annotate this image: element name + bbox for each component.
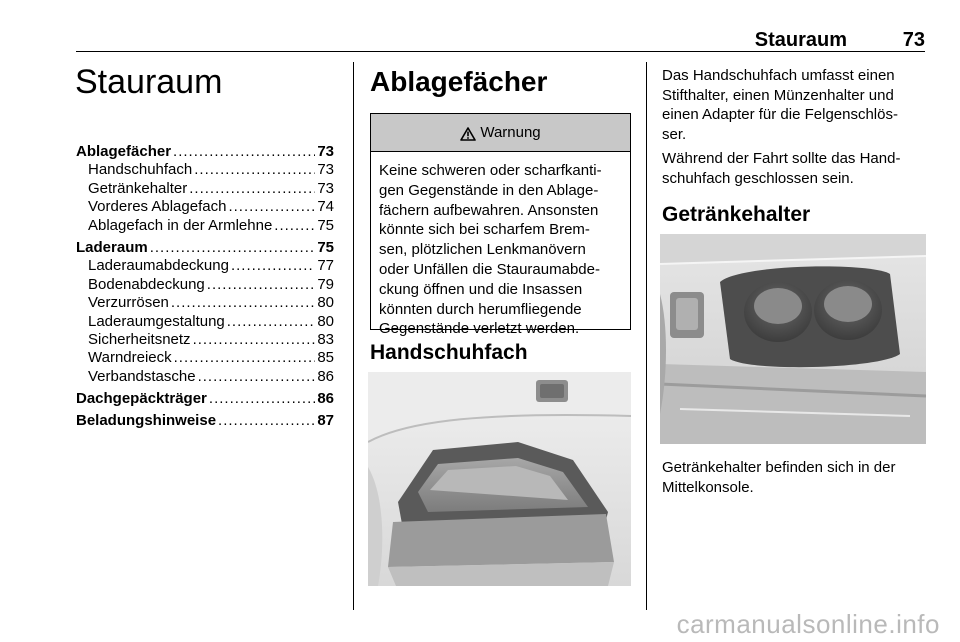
cupholder-caption: Getränkehalter befinden sich in der Mittelkonsole. [662, 459, 896, 496]
toc-entry-sicherheitsnetz[interactable]: Sicherheitsnetz ..... 83 [76, 331, 334, 349]
watermark: carmanualsonline.info [676, 609, 940, 639]
toc-entry-bodenabdeckung[interactable]: Bodenabdeckung ..... 79 [76, 276, 334, 294]
toc-entry-dachgepaecktraeger[interactable]: Dachgepäckträger ..... 86 [76, 390, 334, 408]
cupholder-photo [660, 234, 926, 444]
section-title: Ablagefächer [370, 66, 548, 97]
chapter-title: Stauraum [75, 63, 223, 101]
toc-entry-ablagefaecher[interactable]: Ablagefächer ..... 73 [76, 143, 334, 161]
warning-heading: Warnung [480, 124, 541, 141]
toc-entry-warndreieck[interactable]: Warndreieck ..... 85 [76, 349, 334, 367]
glovebox-photo [368, 372, 631, 586]
toc-entry-laderaum[interactable]: Laderaum ..... 75 [76, 239, 334, 257]
toc-entry-laderaumgestaltung[interactable]: Laderaumgestaltung ..... 80 [76, 313, 334, 331]
driving-note: Während der Fahrt sollte das Hand- schuhfach geschlossen sein. [662, 150, 901, 187]
toc-entry-getraenkehalter[interactable]: Getränkehalter ..... 73 [76, 180, 334, 198]
table-of-contents [76, 143, 334, 431]
warning-header [371, 114, 630, 152]
header-title: Stauraum [754, 29, 847, 51]
subheading-getraenkehalter: Getränkehalter [662, 203, 811, 226]
page-number: 73 [902, 29, 925, 51]
column-divider-2 [646, 62, 647, 610]
toc-entry-ablagefach-armlehne[interactable]: Ablagefach in der Armlehne ..... 75 [76, 217, 334, 235]
subheading-handschuhfach: Handschuhfach [370, 341, 528, 364]
toc-entry-vorderes-ablagefach[interactable]: Vorderes Ablagefach ..... 74 [76, 198, 334, 216]
toc-entry-verzurroesen[interactable]: Verzurrösen ..... 80 [76, 294, 334, 312]
warning-text: Keine schweren oder scharfkanti- gen Gegenstände in den Ablage- fächern aufbewahren. Ansonsten könnte sich bei scharfem Brem- sen, plötzlichen Lenkmanövern oder Unfällen die Stauraumabde- ckung öffnen und die Insassen könnten durch herumfliegende Gegenstände verletzt werden. [379, 162, 602, 338]
column-divider-1 [353, 62, 354, 610]
toc-entry-verbandstasche[interactable]: Verbandstasche ..... 86 [76, 368, 334, 386]
toc-entry-beladungshinweise[interactable]: Beladungshinweise ..... 87 [76, 412, 334, 430]
warning-triangle-icon [460, 127, 476, 141]
running-header [76, 28, 925, 52]
header-rule [76, 51, 925, 52]
toc-entry-handschuhfach[interactable]: Handschuhfach ..... 73 [76, 161, 334, 179]
glovebox-description: Das Handschuhfach umfasst einen Stifthalter, einen Münzenhalter und einen Adapter für die Felgenschlös- ser. [662, 67, 898, 143]
warning-box [370, 113, 631, 338]
toc-entry-laderaumabdeckung[interactable]: Laderaumabdeckung ..... 77 [76, 257, 334, 275]
